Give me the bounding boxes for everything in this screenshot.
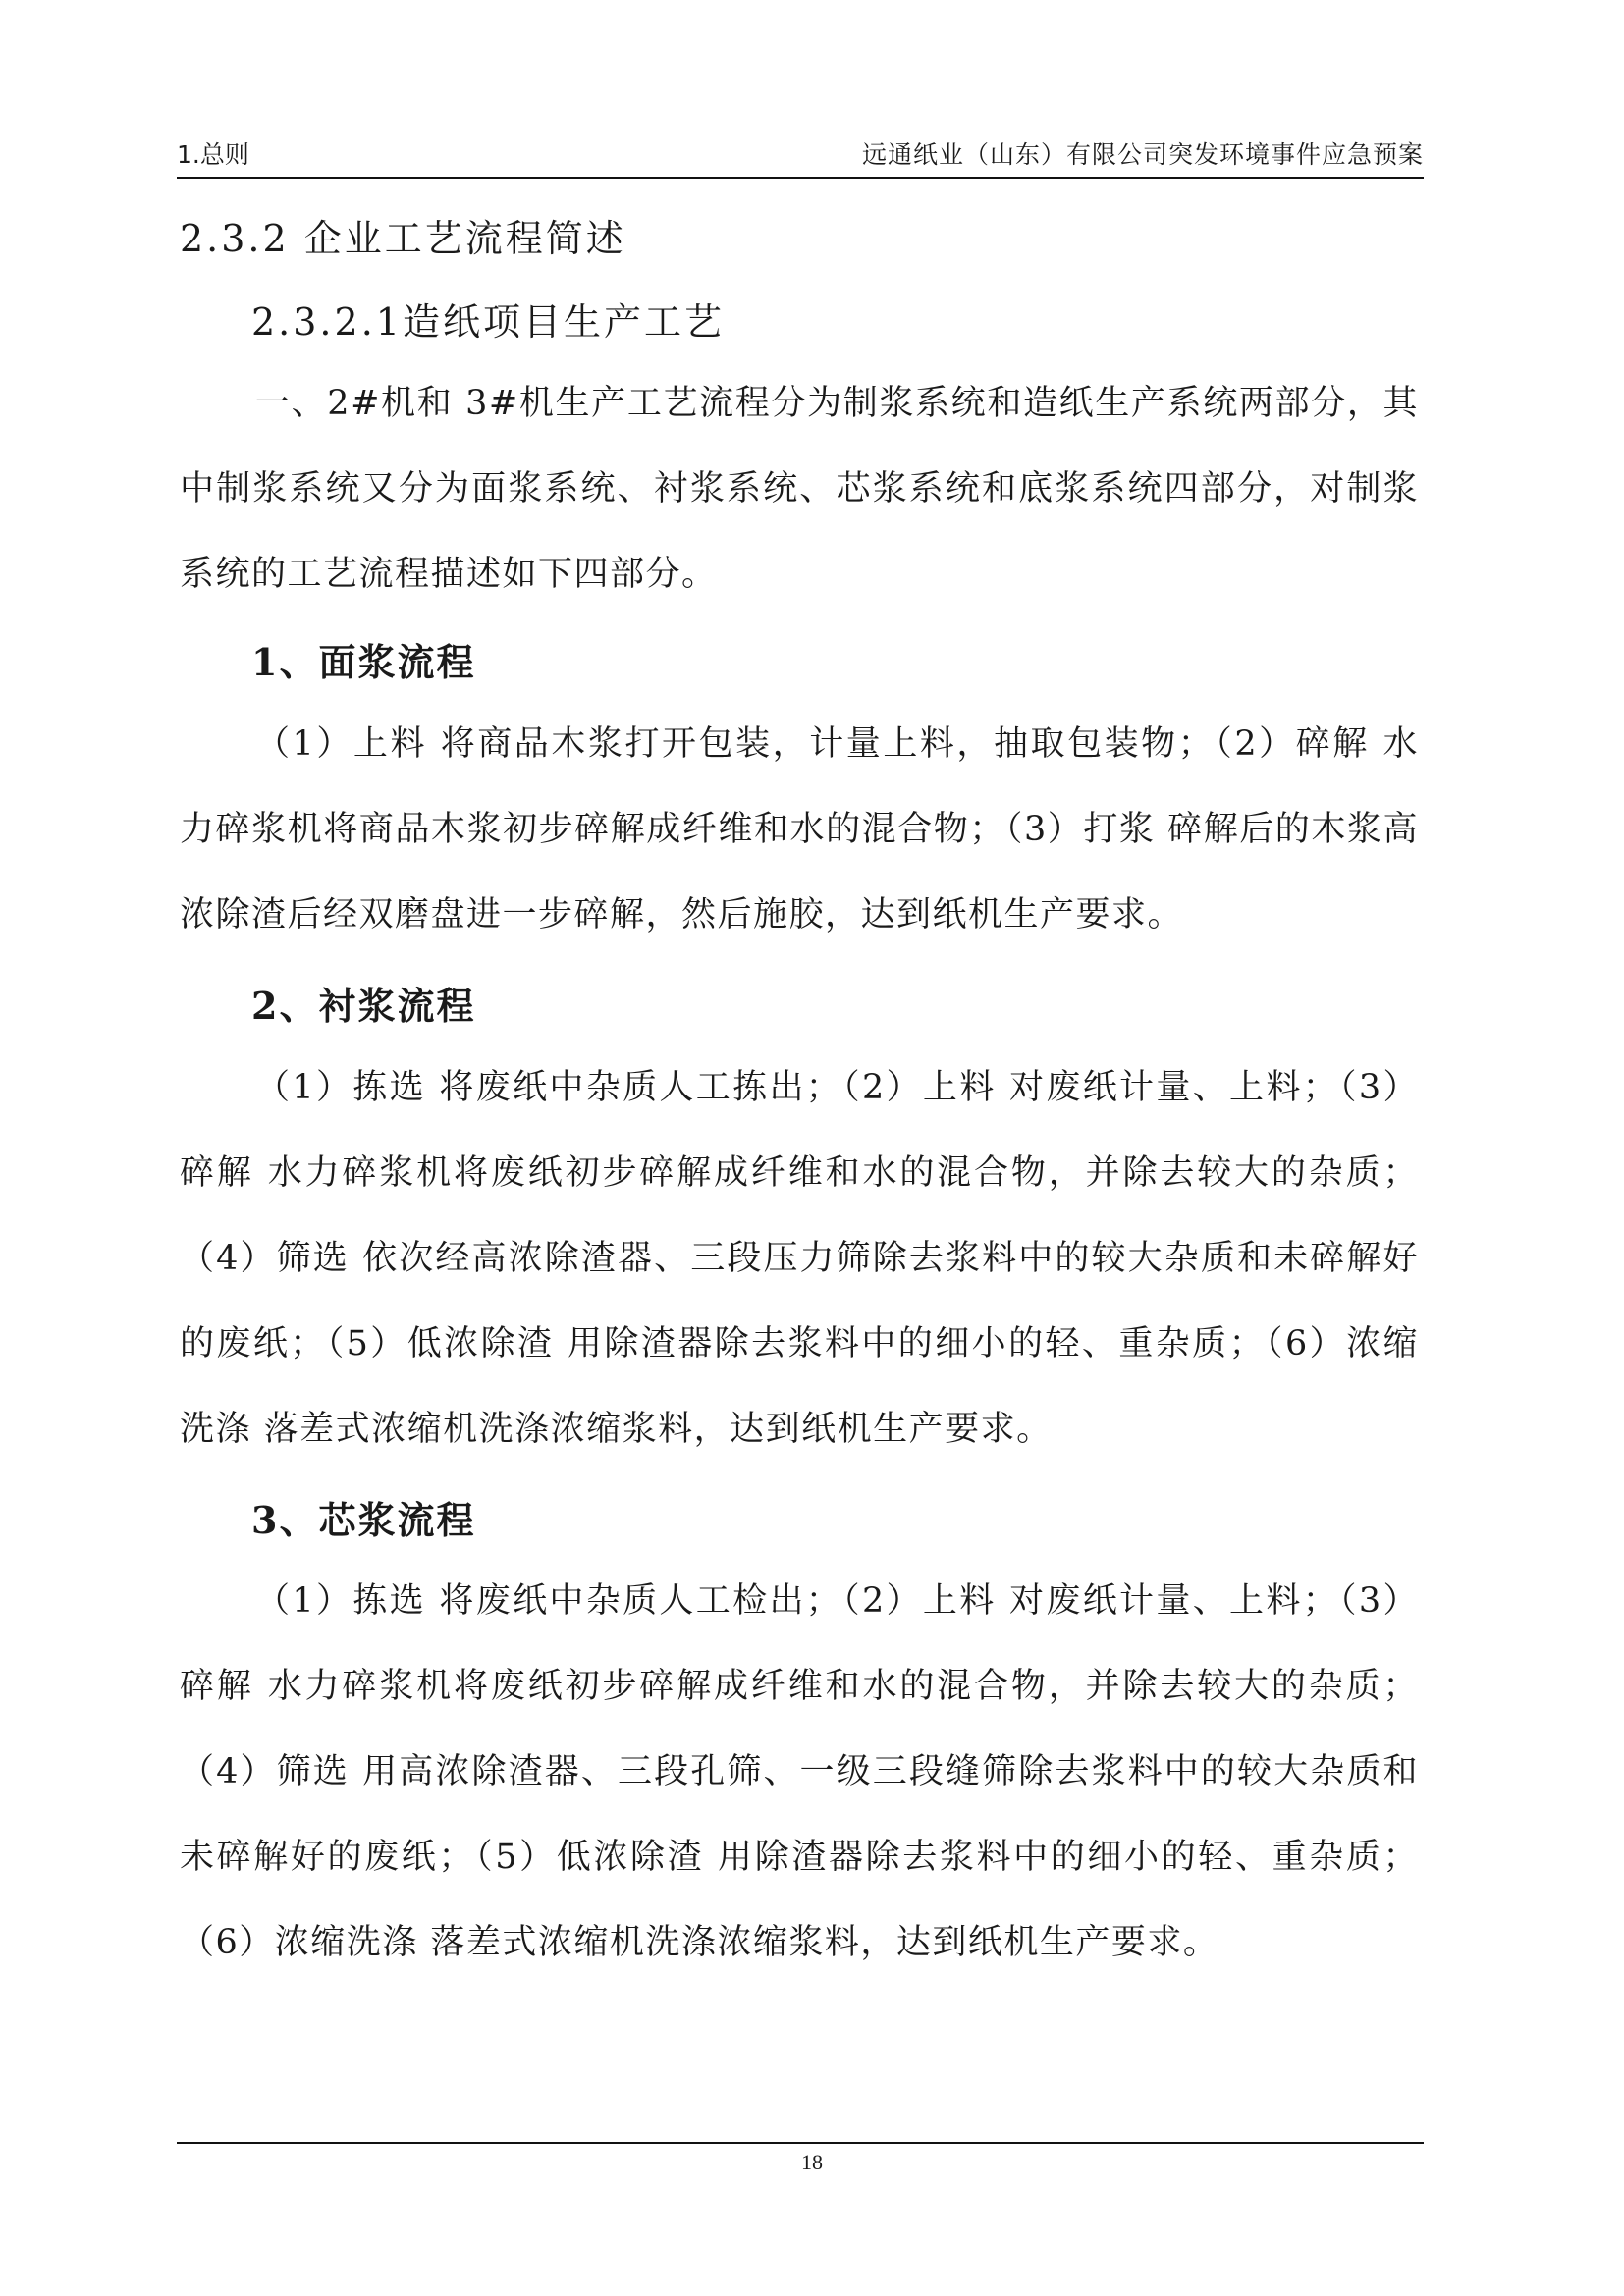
section-title-face-pulp: 1、面浆流程 (251, 640, 476, 684)
header-section-label: 1.总则 (177, 140, 249, 169)
section-text-core-pulp: （1）拣选 将废纸中杂质人工检出；（2）上料 对废纸计量、上料；（3）碎解 水力碎浆机将废纸初步碎解成纤维和水的混合物，并除去较大的杂质；（4）筛选 用高浓除渣器、三段孔筛、一级三段缝筛除去浆料中的较大杂质和未碎解好的废纸；（5）低浓除渣 用除渣器除去浆料中的细小的轻、重杂质；（6）浓缩洗涤 落差式浓缩机洗涤浓缩浆料，达到纸机生产要求。 (180, 1581, 1419, 1962)
section-title-liner-pulp: 2、衬浆流程 (251, 984, 476, 1028)
heading-2-3-2: 2.3.2 企业工艺流程简述 (180, 217, 626, 260)
section-title-core-pulp: 3、芯浆流程 (251, 1498, 476, 1542)
footer-divider (177, 2142, 1424, 2144)
heading-2-3-2-1: 2.3.2.1造纸项目生产工艺 (251, 300, 725, 344)
header-divider (177, 177, 1424, 179)
section-text-liner-pulp: （1）拣选 将废纸中杂质人工拣出；（2）上料 对废纸计量、上料；（3）碎解 水力碎浆机将废纸初步碎解成纤维和水的混合物，并除去较大的杂质；（4）筛选 依次经高浓除渣器、三段压力筛除去浆料中的较大杂质和未碎解好的废纸；（5）低浓除渣 用除渣器除去浆料中的细小的轻、重杂质；（6）浓缩洗涤 落差式浓缩机洗涤浓缩浆料，达到纸机生产要求。 (180, 1068, 1419, 1449)
intro-paragraph: 一、2#机和 3#机生产工艺流程分为制浆系统和造纸生产系统两部分，其中制浆系统又分为面浆系统、衬浆系统、芯浆系统和底浆系统四部分，对制浆系统的工艺流程描述如下四部分。 (180, 384, 1419, 594)
header-document-title: 远通纸业（山东）有限公司突发环境事件应急预案 (861, 140, 1424, 169)
page-number: 18 (801, 2150, 823, 2174)
section-text-face-pulp: （1）上料 将商品木浆打开包装，计量上料，抽取包装物；（2）碎解 水力碎浆机将商品木浆初步碎解成纤维和水的混合物；（3）打浆 碎解后的木浆高浓除渣后经双磨盘进一步碎解，然后施胶，达到纸机生产要求。 (180, 724, 1419, 934)
page-header (177, 137, 1424, 177)
